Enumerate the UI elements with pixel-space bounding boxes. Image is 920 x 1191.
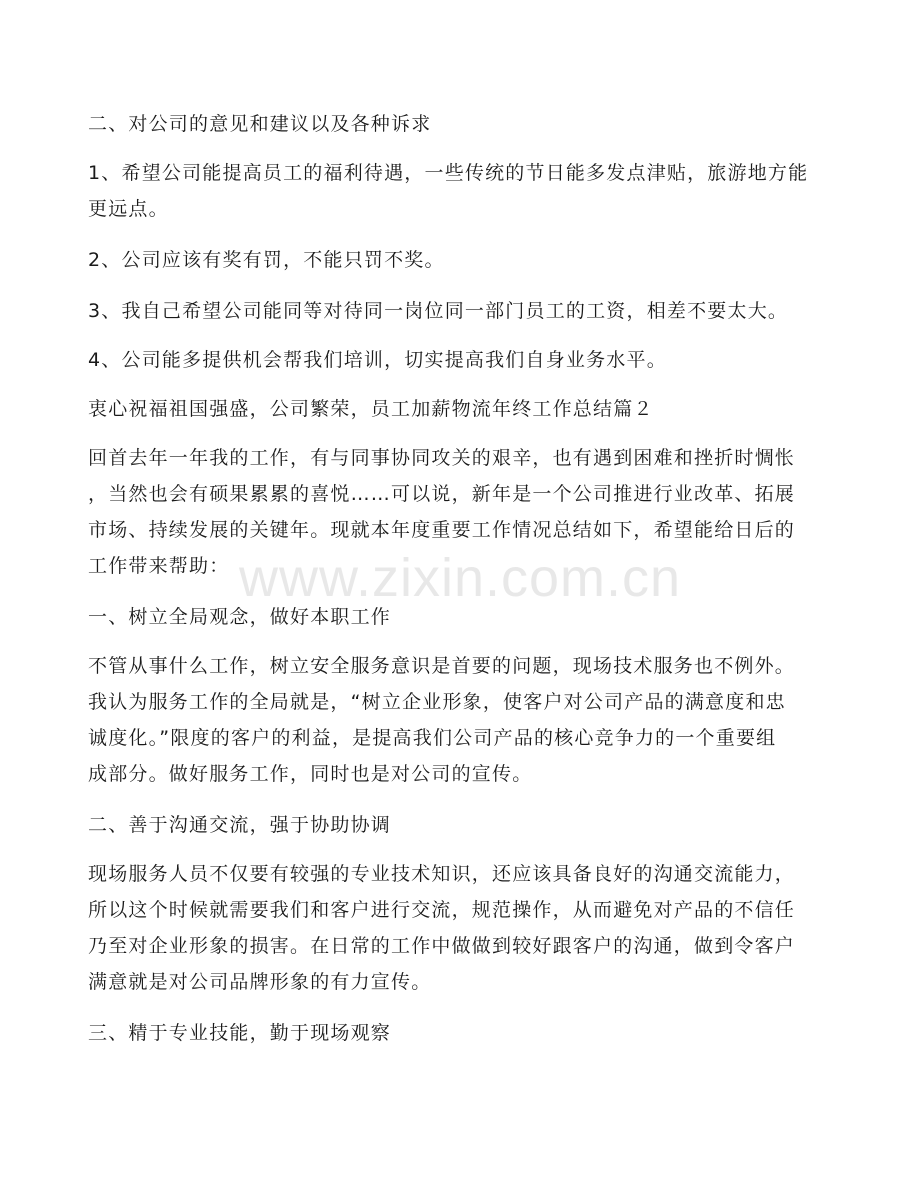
paragraph-line: 乃至对企业形象的损害。在日常的工作中做做到较好跟客户的沟通，做到令客户 [88, 935, 796, 957]
section-title: 衷心祝福祖国强盛，公司繁荣，员工加薪物流年终工作总结篇２ [88, 398, 654, 420]
section-heading: 二、对公司的意见和建议以及各种诉求 [88, 113, 432, 135]
paragraph-line: ，当然也会有硕果累累的喜悦……可以说，新年是一个公司推进行业改革、拓展 [88, 483, 796, 505]
paragraph-line: 3、我自己希望公司能同等对待同一岗位同一部门员工的工资，相差不要太大。 [88, 300, 789, 322]
watermark: www.zixin.com.cn [238, 548, 682, 608]
paragraph-line: 现场服务人员不仅要有较强的专业技术知识，还应该具备良好的沟通交流能力， [88, 863, 796, 885]
paragraph-line: 诚度化。”限度的客户的利益，是提高我们公司产品的核心竞争力的一个重要组 [88, 727, 777, 749]
paragraph-line: 成部分。做好服务工作，同时也是对公司的宣传。 [88, 763, 533, 785]
paragraph-line: 不管从事什么工作，树立安全服务意识是首要的问题，现场技术服务也不例外。 [88, 655, 796, 677]
paragraph-line: 1、希望公司能提高员工的福利待遇，一些传统的节日能多发点津贴，旅游地方能 [88, 162, 809, 184]
paragraph-line: 更远点。 [88, 198, 169, 220]
paragraph-line: 市场、持续发展的关键年。现就本年度重要工作情况总结如下，希望能给日后的 [88, 519, 796, 541]
section-heading: 二、善于沟通交流，强于协助协调 [88, 814, 392, 836]
paragraph-line: 工作带来帮助： [88, 555, 230, 577]
paragraph-line: 我认为服务工作的全局就是，“树立企业形象，使客户对公司产品的满意度和忠 [88, 691, 786, 713]
paragraph-line: 2、公司应该有奖有罚，不能只罚不奖。 [88, 249, 445, 271]
paragraph-line: 所以这个时候就需要我们和客户进行交流，规范操作，从而避免对产品的不信任 [88, 899, 796, 921]
section-heading: 一、树立全局观念，做好本职工作 [88, 606, 392, 628]
section-heading: 三、精于专业技能，勤于现场观察 [88, 1022, 392, 1044]
paragraph-line: 4、公司能多提供机会帮我们培训，切实提高我们自身业务水平。 [88, 349, 667, 371]
paragraph-line: 满意就是对公司品牌形象的有力宣传。 [88, 971, 432, 993]
paragraph-line: 回首去年一年我的工作，有与同事协同攻关的艰辛，也有遇到困难和挫折时惆怅 [88, 447, 796, 469]
